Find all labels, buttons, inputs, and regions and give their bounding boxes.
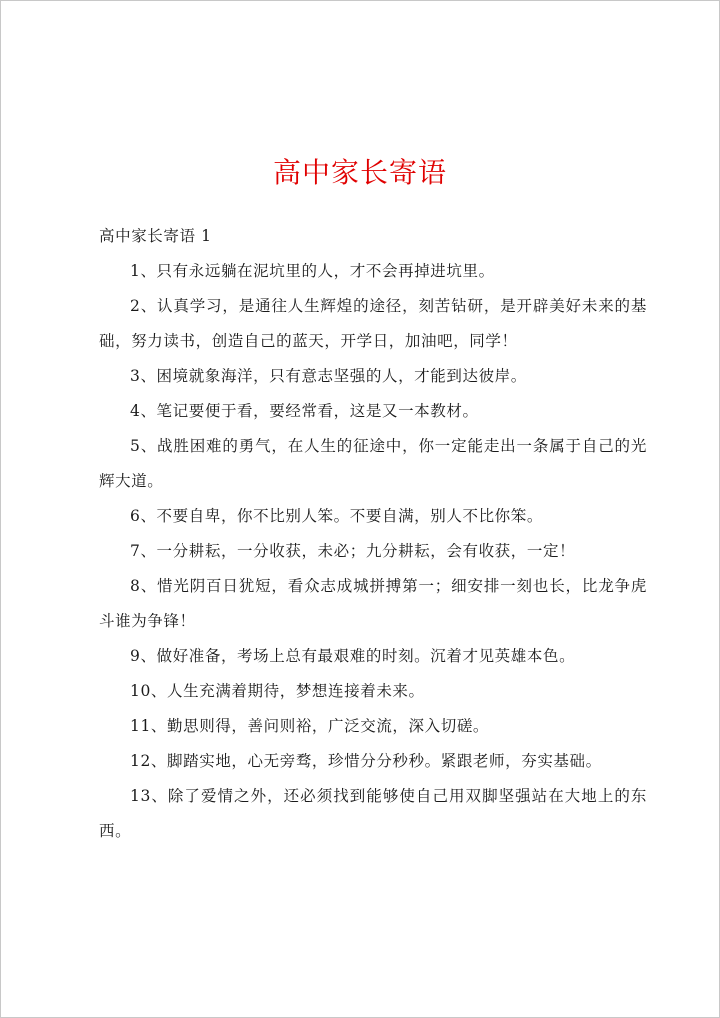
list-item: 13、除了爱情之外，还必须找到能够使自己用双脚坚强站在大地上的东西。 bbox=[99, 787, 647, 840]
list-item: 2、认真学习，是通往人生辉煌的途径，刻苦钻研，是开辟美好未来的基础，努力读书，创造自己的蓝天，开学日，加油吧，同学！ bbox=[99, 297, 647, 350]
list-item: 4、笔记要便于看，要经常看，这是又一本教材。 bbox=[130, 402, 479, 420]
document-title: 高中家长寄语 bbox=[272, 156, 447, 189]
list-item: 3、困境就象海洋，只有意志坚强的人，才能到达彼岸。 bbox=[130, 367, 527, 385]
section-heading: 高中家长寄语 1 bbox=[99, 227, 212, 245]
document-body bbox=[99, 219, 647, 849]
list-item: 8、惜光阴百日犹短，看众志成城拼搏第一；细安排一刻也长，比龙争虎斗谁为争锋！ bbox=[99, 577, 647, 630]
list-item: 5、战胜困难的勇气，在人生的征途中，你一定能走出一条属于自己的光辉大道。 bbox=[99, 437, 647, 490]
list-item: 12、脚踏实地，心无旁骛，珍惜分分秒秒。紧跟老师，夯实基础。 bbox=[130, 752, 602, 770]
list-item: 9、做好准备，考场上总有最艰难的时刻。沉着才见英雄本色。 bbox=[130, 647, 576, 665]
list-item: 10、人生充满着期待，梦想连接着未来。 bbox=[130, 682, 425, 700]
list-item: 7、一分耕耘，一分收获，未必；九分耕耘，会有收获，一定！ bbox=[130, 542, 576, 560]
list-item: 6、不要自卑，你不比别人笨。不要自满，别人不比你笨。 bbox=[130, 507, 543, 525]
list-item: 11、勤思则得，善问则裕，广泛交流，深入切磋。 bbox=[130, 717, 490, 735]
list-item: 1、只有永远躺在泥坑里的人，才不会再掉进坑里。 bbox=[130, 262, 495, 280]
